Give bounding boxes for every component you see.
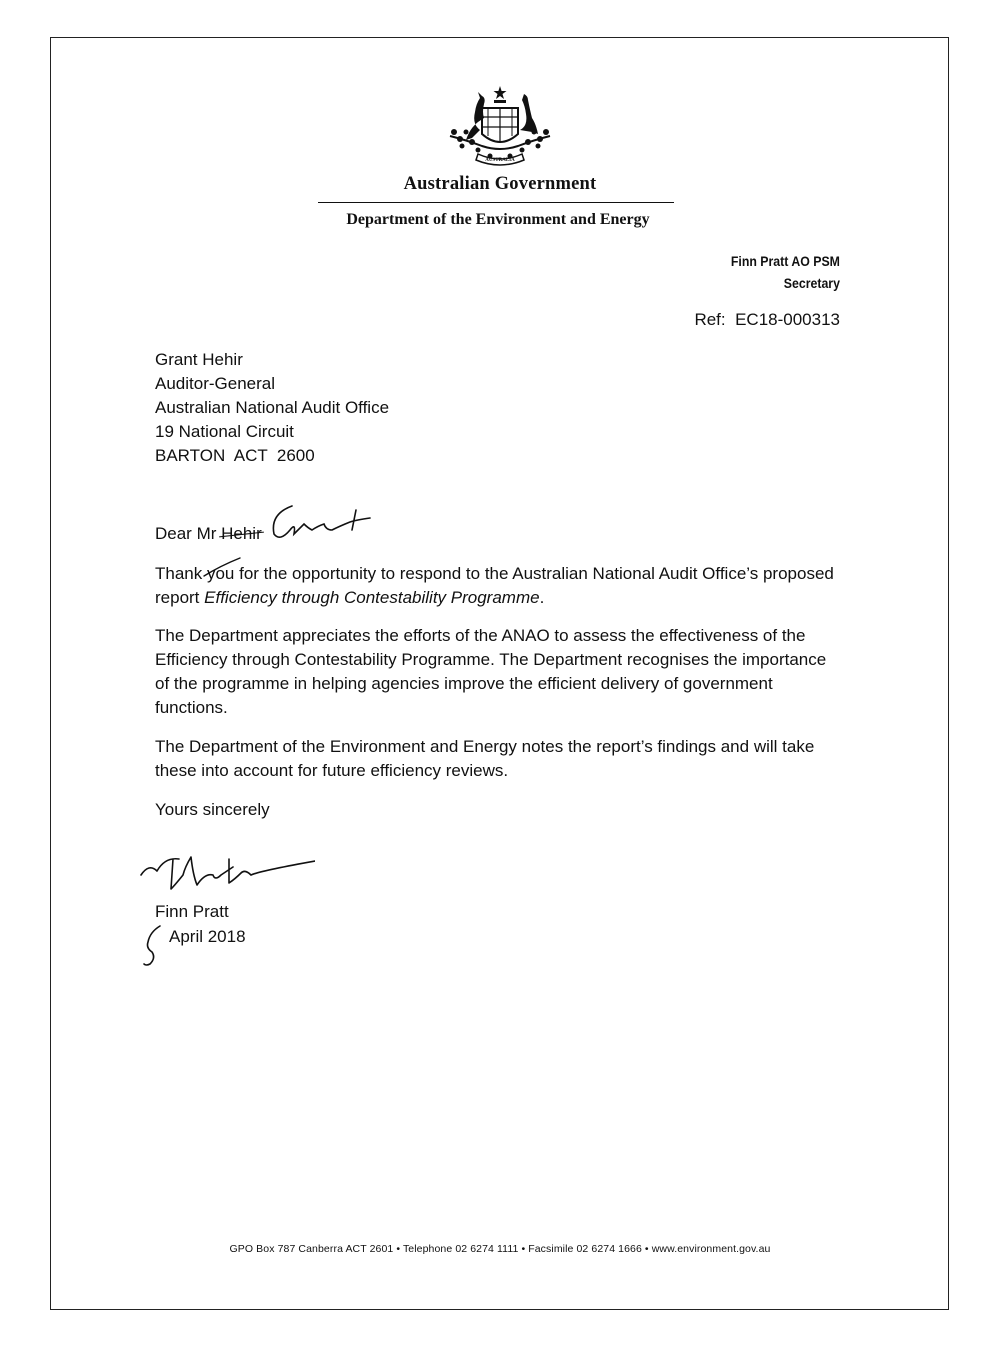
closing: Yours sincerely	[155, 800, 270, 819]
addressee-line: 19 National Circuit	[155, 422, 294, 441]
sender-title: Secretary	[783, 275, 840, 291]
body-text: .	[539, 588, 545, 607]
addressee-line: Australian National Audit Office	[155, 398, 390, 417]
body-paragraph-1	[155, 562, 835, 610]
report-title: Efficiency through Contestability Programme	[204, 588, 540, 607]
department-name: Department of the Environment and Energy	[346, 211, 650, 228]
letterhead-divider	[318, 202, 674, 203]
body-text: Thank you for the opportunity to respond to the Australian National Audit Office’s proposed report	[155, 564, 834, 607]
reference-number: Ref: EC18-000313	[694, 310, 840, 329]
salutation-prefix: Dear Mr	[155, 524, 222, 543]
svg-text:AUSTRALIA: AUSTRALIA	[485, 158, 515, 163]
addressee-line: BARTON ACT 2600	[155, 446, 315, 465]
handwritten-day	[140, 922, 164, 968]
signature	[135, 845, 315, 900]
body-paragraph-2: The Department appreciates the efforts of the ANAO to assess the effectiveness of the Efficiency through Contestability Programme. The Department recognises the importance of the programme in helping agencies improve the efficient delivery of government functions.	[155, 626, 827, 717]
addressee-block	[155, 348, 389, 468]
letter-date: April 2018	[169, 927, 246, 946]
government-name: Australian Government	[403, 174, 597, 194]
commonwealth-coat-of-arms-icon	[442, 84, 558, 170]
signatory-name: Finn Pratt	[155, 902, 229, 921]
body-paragraph-3: The Department of the Environment and Energy notes the report’s findings and will take these into account for future efficiency reviews.	[155, 737, 815, 780]
footer-contact: GPO Box 787 Canberra ACT 2601 • Telephone 02 6274 1111 • Facsimile 02 6274 1666 • www.environment.gov.au	[229, 1243, 771, 1255]
addressee-line: Grant Hehir	[155, 350, 243, 369]
sender-name: Finn Pratt AO PSM	[730, 253, 840, 269]
salutation-struck-name: Hehir	[221, 524, 262, 543]
addressee-line: Auditor-General	[155, 374, 276, 393]
sender-block	[731, 250, 840, 294]
